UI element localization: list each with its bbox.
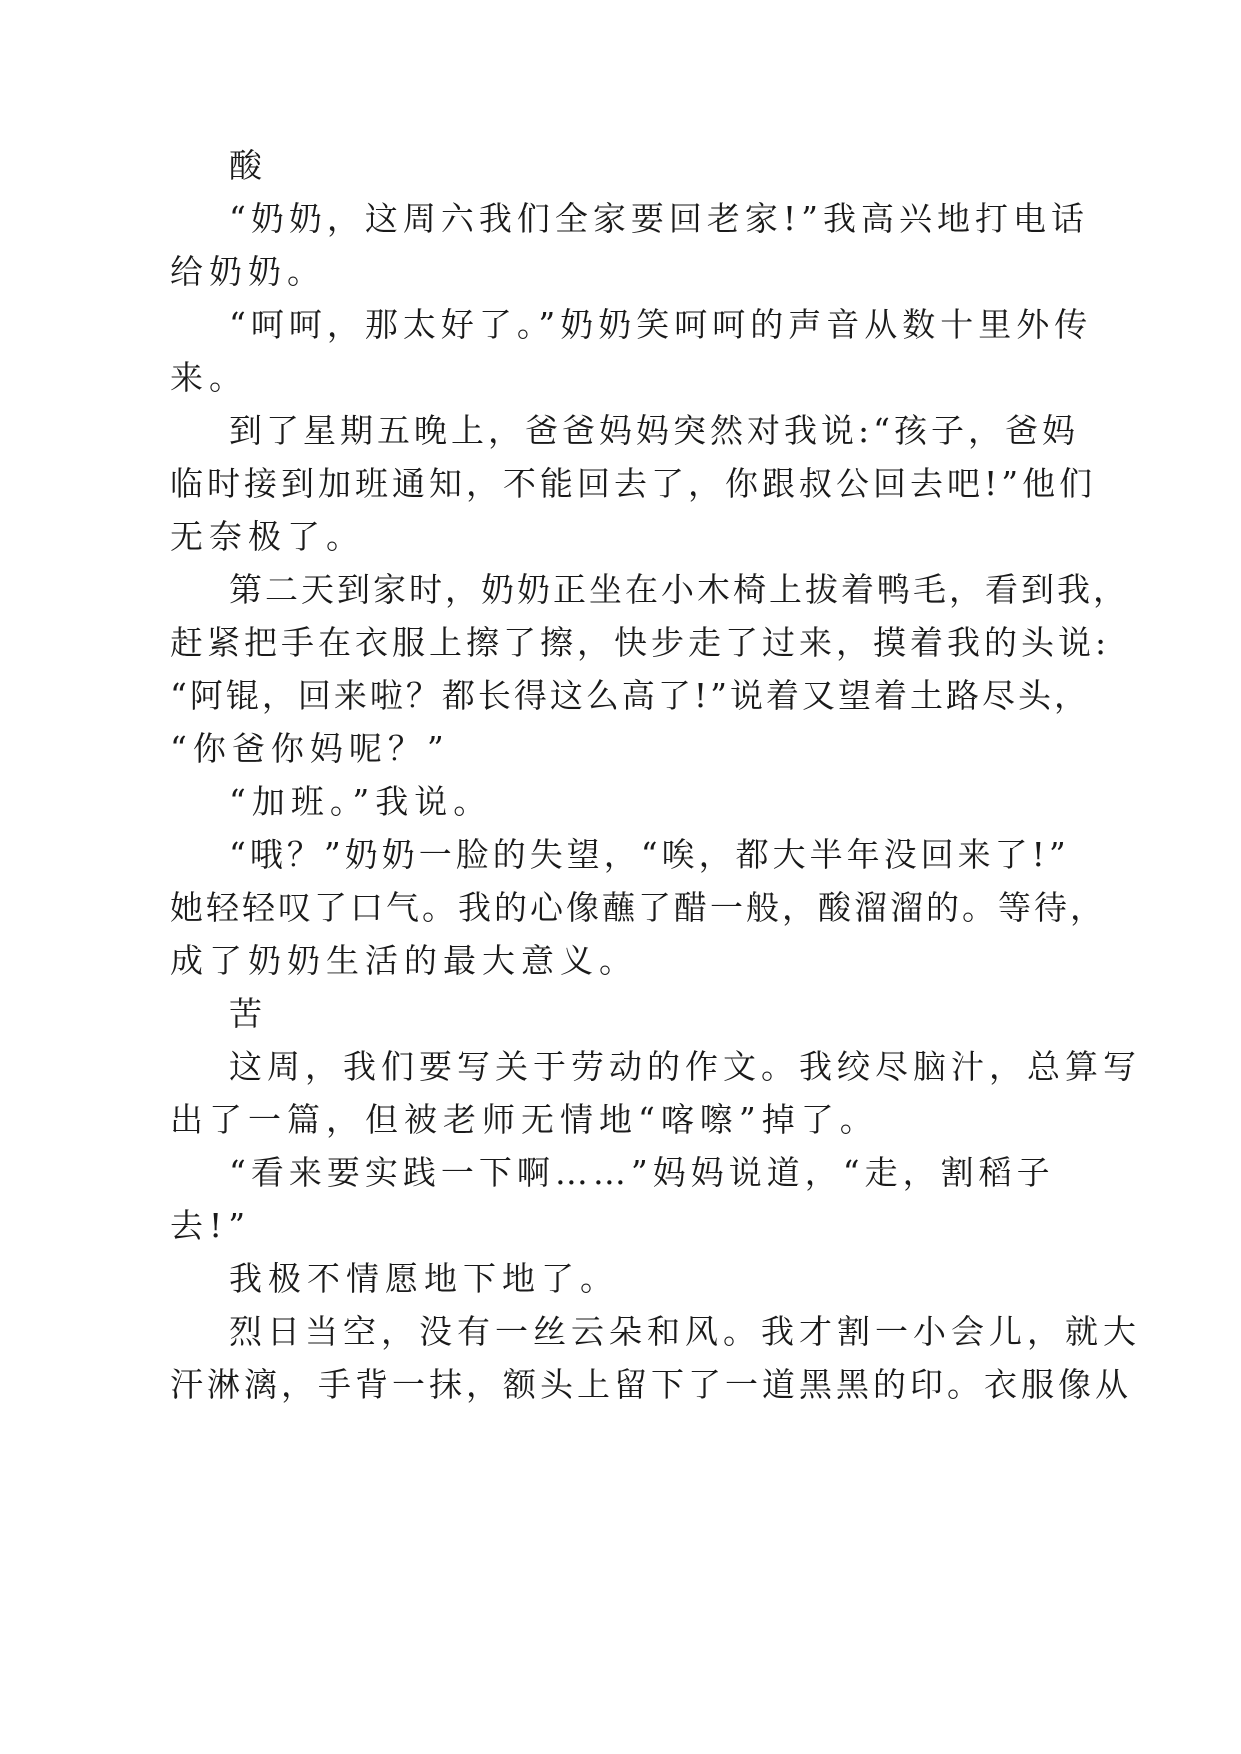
paragraph-line: “看来要实践一下啊……”妈妈说道，“走，割稻子 [229, 1153, 1055, 1192]
paragraph-line: 到了星期五晚上，爸爸妈妈突然对我说:“孩子，爸妈 [229, 411, 1079, 450]
paragraph-line: 成了奶奶生活的最大意义。 [170, 941, 638, 980]
paragraph-line: 无奈极了。 [170, 517, 365, 556]
paragraph-line: “哦？”奶奶一脸的失望，“唉，都大半年没回来了!” [229, 835, 1070, 874]
paragraph-line: 临时接到加班通知，不能回去了，你跟叔公回去吧!”他们 [170, 464, 1097, 503]
paragraph-line: 汗淋漓，手背一抹，额头上留下了一道黑黑的印。衣服像从 [170, 1365, 1132, 1404]
paragraph-line: “阿锟，回来啦？都长得这么高了!”说着又望着土路尽头， [170, 676, 1091, 715]
paragraph-line: 这周，我们要写关于劳动的作文。我绞尽脑汁，总算写 [229, 1047, 1141, 1086]
paragraph-line: 她轻轻叹了口气。我的心像蘸了醋一般，酸溜溜的。等待， [170, 888, 1106, 927]
paragraph-line: 出了一篇，但被老师无情地“喀嚓”掉了。 [170, 1100, 879, 1139]
paragraph-line: 给奶奶。 [170, 252, 326, 291]
paragraph-line: “呵呵，那太好了。”奶奶笑呵呵的声音从数十里外传 [229, 305, 1093, 344]
paragraph-line: “加班。”我说。 [229, 782, 493, 821]
paragraph-line: “奶奶，这周六我们全家要回老家!”我高兴地打电话 [229, 199, 1090, 238]
paragraph-line: 赶紧把手在衣服上擦了擦，快步走了过来，摸着我的头说: [170, 623, 1111, 662]
paragraph-line: “你爸你妈呢？” [170, 729, 450, 768]
paragraph-line: 烈日当空，没有一丝云朵和风。我才割一小会儿，就大 [229, 1312, 1141, 1351]
paragraph-line: 来。 [170, 358, 248, 397]
paragraph-line: 我极不情愿地下地了。 [229, 1259, 619, 1298]
paragraph-line: 第二天到家时，奶奶正坐在小木椅上拔着鸭毛，看到我， [229, 570, 1129, 609]
section-heading-bitter: 苦 [229, 994, 268, 1033]
section-heading-sour: 酸 [229, 146, 268, 185]
paragraph-line: 去!” [170, 1206, 252, 1245]
